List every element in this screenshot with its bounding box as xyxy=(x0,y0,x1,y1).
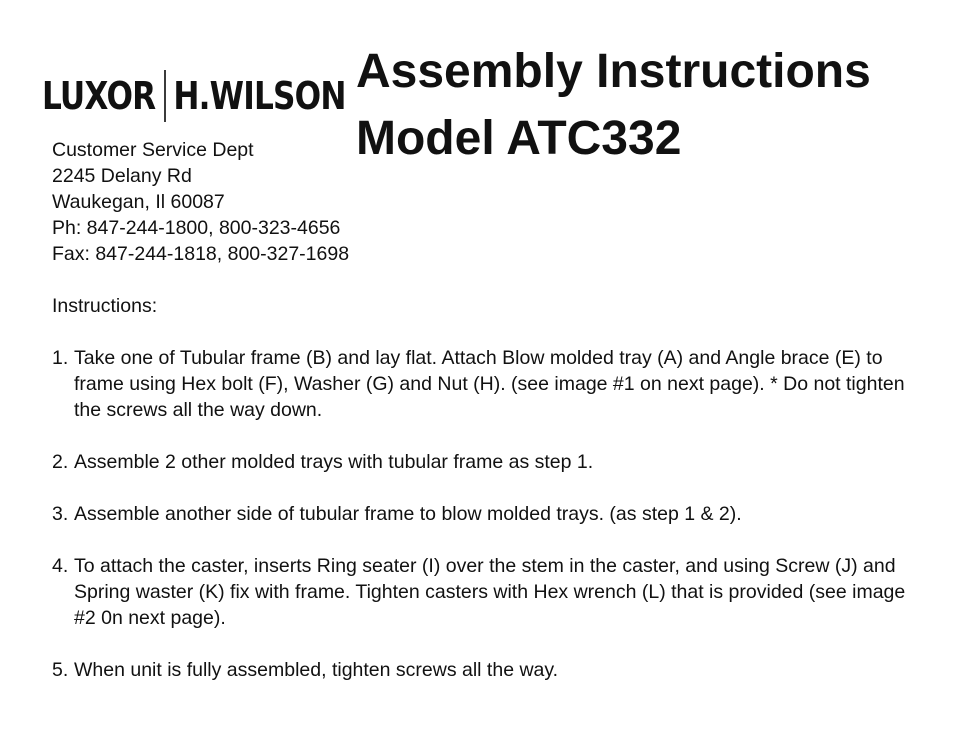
step-number: 2. xyxy=(52,451,69,473)
step-number: 4. xyxy=(52,555,69,577)
brand-logo xyxy=(42,70,346,122)
instruction-steps xyxy=(52,345,932,709)
instruction-step-3 xyxy=(52,501,932,527)
logo-luxor-text: LUXOR xyxy=(42,74,156,118)
instruction-step-5 xyxy=(52,657,932,683)
page-title xyxy=(356,38,871,172)
contact-fax: Fax: 847-244-1818, 800-327-1698 xyxy=(52,243,350,265)
instruction-step-2 xyxy=(52,449,932,475)
contact-street: 2245 Delany Rd xyxy=(52,165,192,187)
title-line-1: Assembly Instructions xyxy=(356,45,871,98)
step-text: To attach the caster, inserts Ring seater (I) over the stem in the caster, and using Screw (J) and Spring waster (K) fix with frame. Tighten casters with Hex wrench (L) that is provided (see image #2 0n next page). xyxy=(74,555,906,629)
step-text: Assemble 2 other molded trays with tubular frame as step 1. xyxy=(74,451,594,473)
title-line-2: Model ATC332 xyxy=(356,112,682,165)
step-number: 1. xyxy=(52,347,69,369)
step-text: Assemble another side of tubular frame to blow molded trays. (as step 1 & 2). xyxy=(74,503,742,525)
logo-hwilson-text: H.WILSON xyxy=(173,74,346,118)
logo-divider xyxy=(164,70,166,122)
instruction-step-1 xyxy=(52,345,932,423)
contact-phone: Ph: 847-244-1800, 800-323-4656 xyxy=(52,217,341,239)
step-number: 5. xyxy=(52,659,69,681)
contact-block xyxy=(52,137,349,267)
instructions-heading: Instructions: xyxy=(52,295,158,317)
step-number: 3. xyxy=(52,503,69,525)
step-text: Take one of Tubular frame (B) and lay flat. Attach Blow molded tray (A) and Angle brace (E) to frame using Hex bolt (F), Washer (G) and Nut (H). (see image #1 on next page). * Do not tighten the screws all the way down. xyxy=(74,347,905,421)
contact-dept: Customer Service Dept xyxy=(52,139,254,161)
instruction-step-4 xyxy=(52,553,932,631)
contact-city: Waukegan, Il 60087 xyxy=(52,191,225,213)
step-text: When unit is fully assembled, tighten screws all the way. xyxy=(74,659,559,681)
